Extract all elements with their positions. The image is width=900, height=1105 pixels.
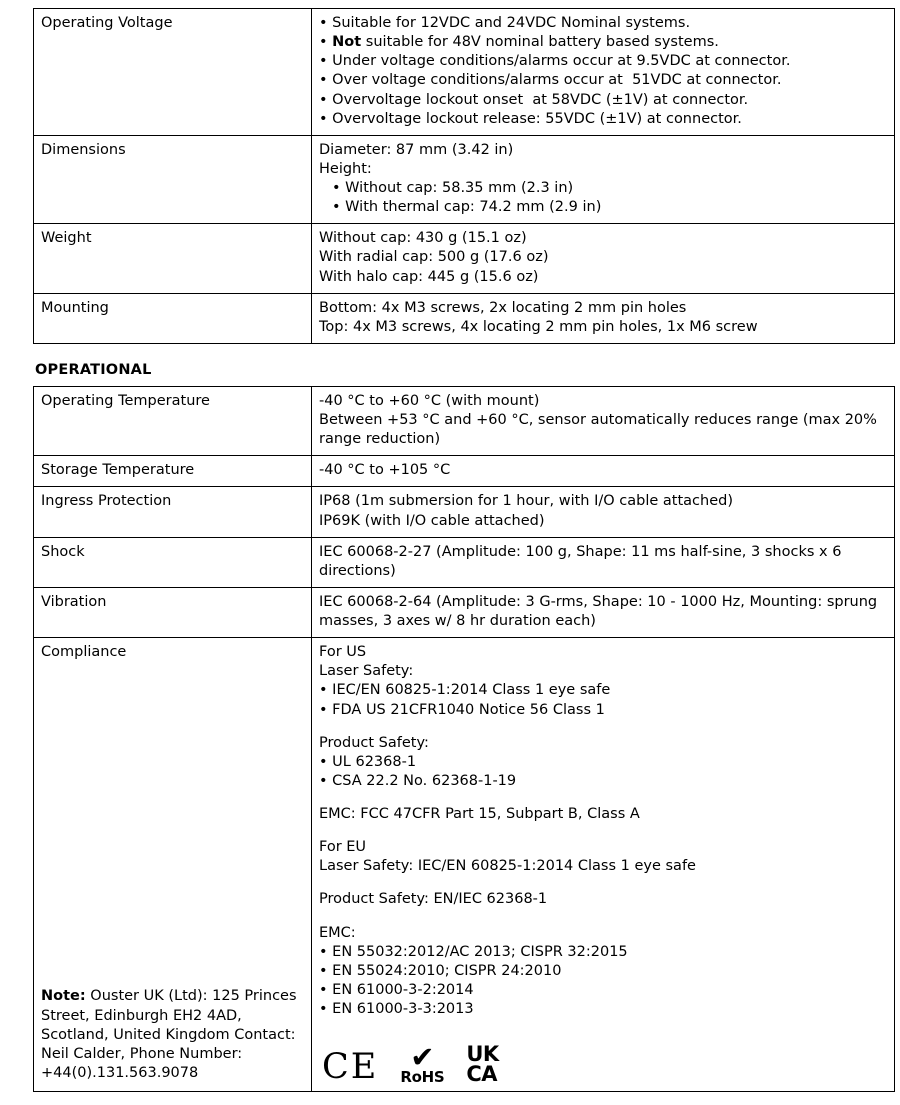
value-line: -40 °C to +60 °C (with mount) [319, 392, 540, 409]
table-row [34, 587, 895, 637]
uk-contact-note [41, 987, 306, 1083]
operational-spec-table [33, 386, 895, 1092]
row-label-shock: Shock [34, 537, 312, 587]
value-line: IEC 60068-2-64 (Amplitude: 3 G-rms, Shape: 10 - 1000 Hz, Mounting: sprung masses, 3 axes w/ 8 hr duration each) [319, 593, 882, 629]
value-line: • UL 62368-1 [319, 753, 417, 770]
value-line: • EN 55032:2012/AC 2013; CISPR 32:2015 [319, 943, 628, 960]
value-line: For US [319, 644, 367, 661]
value-line: Product Safety: [319, 734, 429, 751]
value-line: Diameter: 87 mm (3.42 in) [319, 141, 514, 158]
ce-mark-icon: CE [322, 1047, 379, 1087]
value-line-bold-not: • Not suitable for 48V nominal battery based systems. [319, 34, 719, 51]
value-line: -40 °C to +105 °C [319, 462, 451, 479]
row-label-compliance-cell [34, 638, 312, 1092]
value-line: Without cap: 430 g (15.1 oz) [319, 230, 527, 247]
note-text: Ouster UK (Ltd): 125 Princes Street, Edinburgh EH2 4AD, Scotland, United Kingdom Contact: Neil Calder, Phone Number: +44(0).131.563.9078 [41, 988, 297, 1081]
row-label-mounting: Mounting [34, 293, 312, 343]
value-line: IP69K (with I/O cable attached) [319, 512, 545, 529]
value-line: • Over voltage conditions/alarms occur at 51VDC at connector. [319, 72, 782, 89]
ukca-mark-icon [466, 1042, 499, 1087]
section-heading-operational: OPERATIONAL [35, 361, 152, 378]
check-icon: ✔ [410, 1040, 435, 1075]
table-row [34, 487, 895, 537]
table-row [34, 224, 895, 293]
value-line: IEC 60068-2-27 (Amplitude: 100 g, Shape: 11 ms half-sine, 3 shocks x 6 directions) [319, 543, 847, 579]
value-line: EMC: [319, 924, 356, 941]
value-line: Bottom: 4x M3 screws, 2x locating 2 mm pin holes [319, 299, 687, 316]
spacer-line [319, 824, 887, 838]
certification-marks [319, 1040, 887, 1087]
table-row [34, 9, 895, 136]
table-row [34, 537, 895, 587]
mechanical-spec-table [33, 8, 895, 344]
value-line: • IEC/EN 60825-1:2014 Class 1 eye safe [319, 682, 611, 699]
ukca-line1: UK [466, 1042, 499, 1067]
row-value-operating-voltage [312, 9, 895, 136]
row-value-weight [312, 224, 895, 293]
table-row [34, 386, 895, 455]
row-value-compliance [312, 638, 895, 1092]
row-label-storage-temperature: Storage Temperature [34, 456, 312, 487]
value-line: IP68 (1m submersion for 1 hour, with I/O cable attached) [319, 493, 733, 510]
row-label-weight: Weight [34, 224, 312, 293]
value-line: Height: [319, 160, 372, 177]
value-line: • EN 55024:2010; CISPR 24:2010 [319, 962, 562, 979]
row-value-ingress-protection [312, 487, 895, 537]
spacer-line [319, 791, 887, 805]
value-line: Product Safety: EN/IEC 62368-1 [319, 891, 548, 908]
row-label-operating-voltage: Operating Voltage [34, 9, 312, 136]
value-line: With radial cap: 500 g (17.6 oz) [319, 249, 549, 266]
row-value-shock [312, 537, 895, 587]
ukca-line2: CA [466, 1062, 498, 1087]
value-line: • EN 61000-3-3:2013 [319, 1001, 474, 1017]
value-line: • EN 61000-3-2:2014 [319, 981, 474, 998]
table-row [34, 456, 895, 487]
table-row-compliance [34, 638, 895, 1092]
value-line: With halo cap: 445 g (15.6 oz) [319, 268, 539, 285]
value-line: • With thermal cap: 74.2 mm (2.9 in) [332, 199, 602, 216]
value-line: Laser Safety: [319, 663, 414, 680]
value-line: For EU [319, 839, 367, 856]
note-prefix: Note: [41, 988, 86, 1005]
value-line: • Without cap: 58.35 mm (2.3 in) [332, 180, 574, 196]
spacer-line [319, 720, 887, 734]
table-row [34, 293, 895, 343]
row-label-ingress-protection: Ingress Protection [34, 487, 312, 537]
value-line: • Suitable for 12VDC and 24VDC Nominal systems. [319, 15, 691, 31]
rohs-mark-icon [400, 1040, 445, 1086]
row-label-operating-temperature: Operating Temperature [34, 386, 312, 455]
value-line: EMC: FCC 47CFR Part 15, Subpart B, Class A [319, 806, 640, 822]
row-value-mounting [312, 293, 895, 343]
spacer-line [319, 876, 887, 890]
value-line: • Overvoltage lockout onset at 58VDC (±1V) at connector. [319, 91, 749, 108]
row-value-operating-temperature [312, 386, 895, 455]
value-line: Top: 4x M3 screws, 4x locating 2 mm pin holes, 1x M6 screw [319, 318, 758, 335]
value-line: Between +53 °C and +60 °C, sensor automatically reduces range (max 20% range reduction) [319, 412, 882, 448]
row-value-storage-temperature [312, 456, 895, 487]
rohs-label: RoHS [400, 1068, 445, 1086]
row-value-dimensions [312, 135, 895, 224]
table-row [34, 135, 895, 224]
row-value-vibration [312, 587, 895, 637]
row-label-vibration: Vibration [34, 587, 312, 637]
row-label-dimensions: Dimensions [34, 135, 312, 224]
value-line: • Under voltage conditions/alarms occur at 9.5VDC at connector. [319, 53, 791, 70]
row-label-compliance: Compliance [41, 644, 127, 661]
spacer-line [319, 910, 887, 924]
mechanical-table-body [34, 9, 895, 344]
value-line: Laser Safety: IEC/EN 60825-1:2014 Class 1 eye safe [319, 858, 696, 875]
operational-table-body [34, 386, 895, 1091]
value-line: • Overvoltage lockout release: 55VDC (±1V) at connector. [319, 110, 742, 127]
value-line: • FDA US 21CFR1040 Notice 56 Class 1 [319, 701, 605, 718]
value-line: • CSA 22.2 No. 62368-1-19 [319, 772, 517, 789]
